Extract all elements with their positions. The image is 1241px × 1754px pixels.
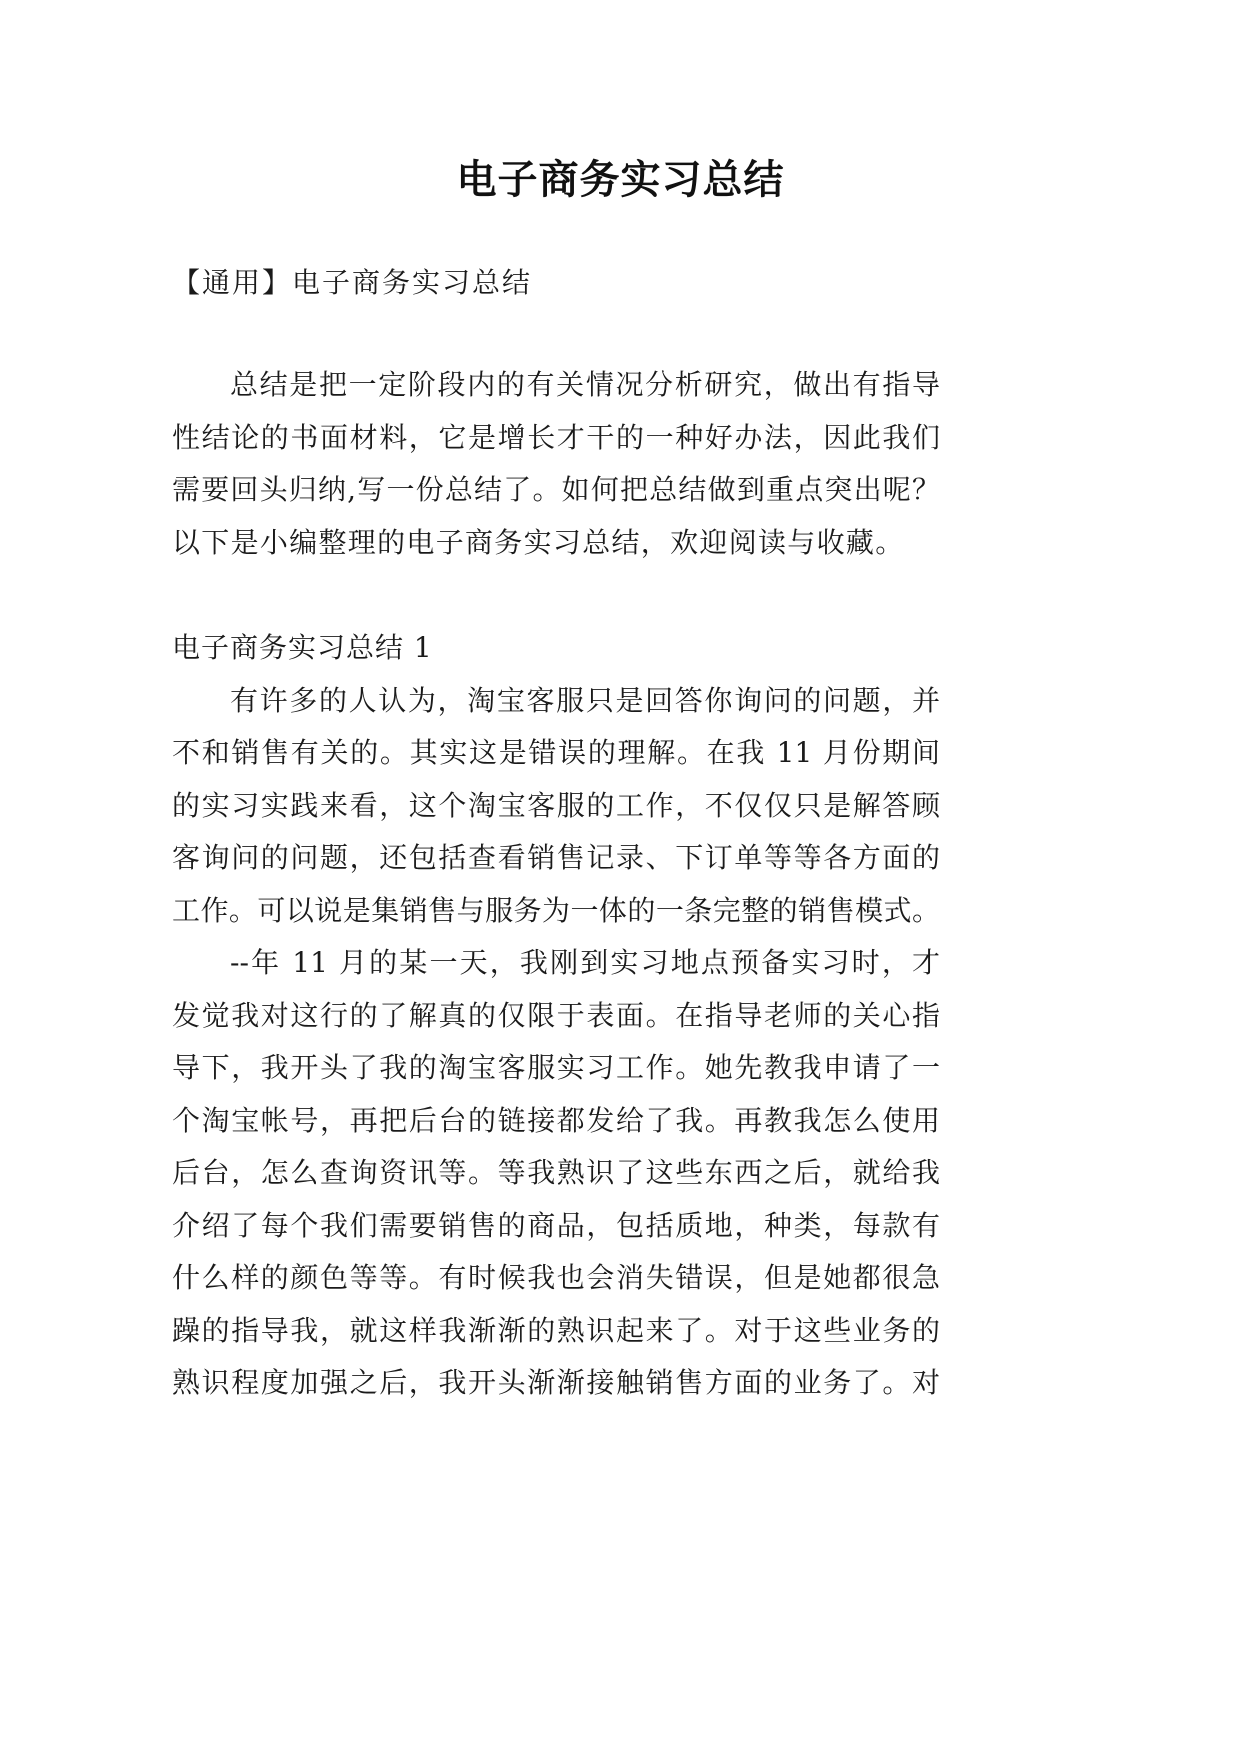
body-paragraph [172, 937, 940, 1410]
document-subtitle: 【通用】电子商务实习总结 [172, 266, 533, 299]
paragraph-line: 客询问的问题，还包括查看销售记录、下订单等等各方面的 [172, 841, 940, 874]
paragraph-line: 工作。可以说是集销售与服务为一体的一条完整的销售模式。 [172, 893, 940, 927]
paragraph-line: 熟识程度加强之后，我开头渐渐接触销售方面的业务了。对 [172, 1366, 940, 1399]
paragraph-line: 发觉我对这行的了解真的仅限于表面。在指导老师的关心指 [172, 998, 940, 1032]
paragraph-line: 有许多的人认为，淘宝客服只是回答你询问的问题，并 [230, 683, 940, 717]
document-title: 电子商务实习总结 [456, 156, 785, 203]
paragraph-line: 需要回头归纳,写一份总结了。如何把总结做到重点突出呢？ [172, 473, 940, 506]
section-heading: 电子商务实习总结 1 [172, 631, 433, 664]
body-paragraph [172, 675, 940, 938]
paragraph-line: 的实习实践来看，这个淘宝客服的工作，不仅仅只是解答顾 [172, 788, 940, 822]
paragraph-line: 性结论的书面材料，它是增长才干的一种好办法，因此我们 [172, 420, 940, 454]
intro-paragraph [172, 359, 940, 569]
section-1 [172, 622, 940, 1410]
paragraph-line: 总结是把一定阶段内的有关情况分析研究，做出有指导 [230, 368, 940, 401]
paragraph-line: 不和销售有关的。其实这是错误的理解。在我 11 月份期间 [172, 736, 940, 769]
paragraph-line: 以下是小编整理的电子商务实习总结，欢迎阅读与收藏。 [172, 525, 905, 559]
paragraph-line: 躁的指导我，就这样我渐渐的熟识起来了。对于这些业务的 [172, 1313, 940, 1347]
paragraph-line: --年 11 月的某一天，我刚到实习地点预备实习时，才 [230, 946, 940, 979]
paragraph-line: 导下，我开头了我的淘宝客服实习工作。她先教我申请了一 [172, 1051, 940, 1084]
paragraph-line: 介绍了每个我们需要销售的商品，包括质地，种类，每款有 [172, 1208, 940, 1242]
paragraph-line: 后台，怎么查询资讯等。等我熟识了这些东西之后，就给我 [172, 1156, 940, 1189]
paragraph-line: 什么样的颜色等等。有时候我也会消失错误，但是她都很急 [172, 1261, 940, 1294]
paragraph-line: 个淘宝帐号，再把后台的链接都发给了我。再教我怎么使用 [172, 1103, 940, 1137]
